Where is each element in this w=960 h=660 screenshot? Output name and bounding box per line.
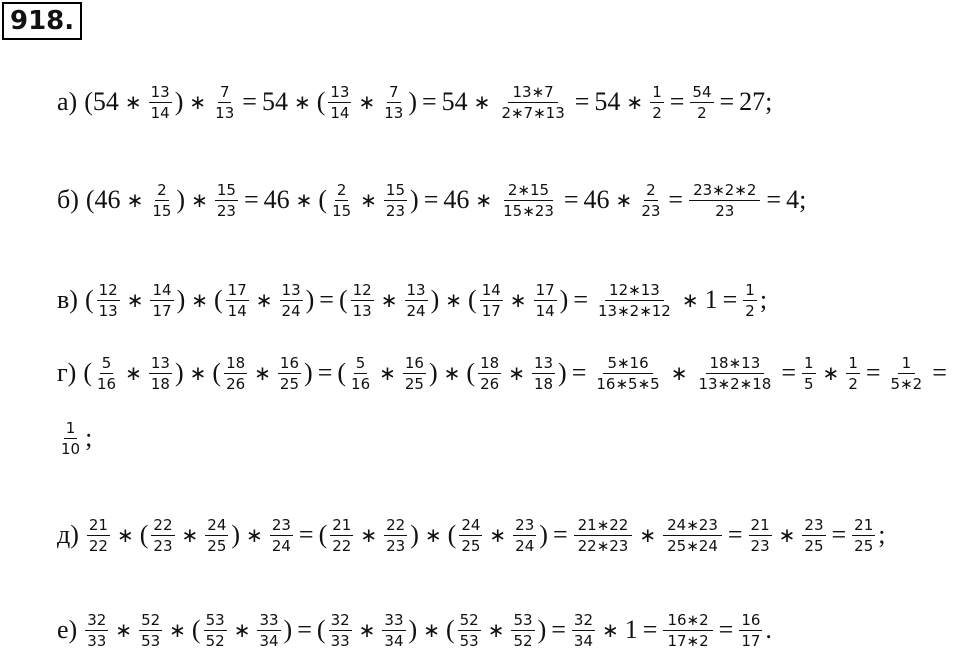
term: 46: [263, 185, 290, 214]
fraction: $\frac{16}{25}$: [279, 353, 300, 393]
term: ): [410, 185, 419, 214]
fraction: $\frac{33}{34}$: [384, 610, 404, 650]
mul-sign: ∗: [126, 288, 144, 312]
fraction: $\frac{14}{17}$: [152, 280, 172, 320]
mul-sign: ∗: [116, 523, 134, 547]
close-paren: ): [428, 358, 438, 387]
equals-sign: =: [668, 185, 684, 214]
mul-sign: ∗: [489, 523, 507, 547]
equals-sign: =: [669, 87, 685, 116]
fraction: $\frac{18}{26}$: [226, 353, 246, 393]
mul-sign: ∗: [124, 90, 142, 114]
term: ): [174, 87, 184, 116]
mul-sign: ∗: [778, 523, 796, 547]
equals-sign: =: [573, 285, 588, 314]
mul-sign: ∗: [509, 288, 527, 312]
open-paren: (: [212, 358, 222, 387]
mul-sign: ∗: [126, 188, 144, 212]
mul-sign: ∗: [189, 90, 207, 114]
mul-sign: ∗: [443, 361, 461, 385]
equals-sign: =: [865, 358, 881, 387]
close-paren: ): [176, 285, 186, 314]
close-paren: ): [304, 358, 313, 387]
mul-sign: ∗: [380, 288, 398, 312]
fraction: $\frac{32}{33}$: [87, 610, 107, 650]
mul-sign: ∗: [191, 188, 208, 212]
fraction: $\frac{5∗16}{16∗5∗5}$: [596, 353, 660, 393]
fraction: $\frac{21}{25}$: [854, 515, 874, 555]
line-label: б): [57, 185, 79, 214]
term: (: [318, 185, 328, 214]
mul-sign: ∗: [115, 618, 133, 642]
fraction: $\frac{17}{14}$: [535, 280, 555, 320]
fraction: $\frac{1}{10}$: [61, 418, 81, 458]
fraction: $\frac{5}{16}$: [351, 353, 371, 393]
equals-sign: =: [719, 87, 735, 116]
close-paren: ): [430, 285, 440, 314]
equals-sign: =: [718, 615, 734, 644]
mul-sign: ∗: [246, 523, 263, 547]
fraction: $\frac{12}{13}$: [98, 280, 118, 320]
fraction: $\frac{16}{25}$: [404, 353, 424, 393]
equals-sign: =: [727, 520, 743, 549]
fraction: $\frac{1}{5∗2}$: [890, 353, 923, 393]
mul-sign: ∗: [615, 188, 633, 212]
fraction: $\frac{52}{53}$: [141, 610, 161, 650]
term: 46: [583, 185, 610, 214]
equals-sign: =: [766, 185, 782, 214]
equals-sign: =: [642, 615, 658, 644]
open-paren: (: [445, 615, 455, 644]
fraction: $\frac{21}{22}$: [332, 515, 352, 555]
mul-sign: ∗: [445, 288, 463, 312]
equals-sign: =: [571, 358, 587, 387]
fraction: $\frac{14}{17}$: [481, 280, 501, 320]
mul-sign: ∗: [360, 188, 377, 212]
fraction: $\frac{13}{14}$: [150, 82, 170, 122]
fraction: $\frac{2}{15}$: [332, 180, 352, 220]
mul-sign: ∗: [125, 361, 142, 385]
fraction: $\frac{53}{52}$: [513, 610, 533, 650]
equals-sign: =: [319, 285, 334, 314]
equation-line-g: [57, 343, 951, 403]
close-paren: ): [559, 285, 569, 314]
term: 54: [261, 87, 288, 116]
close-paren: ): [283, 615, 293, 644]
open-paren: (: [468, 285, 477, 314]
fraction: $\frac{13}{18}$: [533, 353, 554, 393]
close-paren: ): [408, 615, 418, 644]
open-paren: (: [338, 285, 348, 314]
equation-line-v: [57, 270, 768, 330]
equals-sign: =: [243, 185, 259, 214]
fraction: $\frac{7}{13}$: [215, 82, 235, 122]
fraction: $\frac{23}{24}$: [515, 515, 535, 555]
fraction: $\frac{17}{14}$: [227, 280, 247, 320]
equals-sign: =: [551, 615, 566, 644]
equation-line-d: [57, 505, 887, 565]
mul-sign: ∗: [293, 90, 311, 114]
term: ): [176, 185, 186, 214]
fraction: $\frac{24}{25}$: [207, 515, 227, 555]
close-paren: ): [305, 285, 315, 314]
fraction: $\frac{32}{34}$: [573, 610, 594, 650]
mul-sign: ∗: [360, 523, 378, 547]
fraction: $\frac{1}{2}$: [652, 82, 662, 122]
mul-sign: ∗: [508, 361, 525, 385]
fraction: $\frac{18}{26}$: [480, 353, 500, 393]
mul-sign: ∗: [189, 361, 207, 385]
mul-sign: ∗: [424, 523, 442, 547]
fraction: $\frac{13∗7}{2∗7∗13}$: [501, 82, 565, 122]
mul-sign: ∗: [602, 618, 619, 642]
fraction: $\frac{24}{25}$: [461, 515, 481, 555]
line-label: д): [57, 520, 79, 549]
fraction: $\frac{23}{24}$: [271, 515, 291, 555]
mul-sign: ∗: [379, 361, 396, 385]
term: 1: [624, 615, 638, 644]
equals-sign: =: [831, 520, 847, 549]
open-paren: (: [214, 285, 223, 314]
fraction: $\frac{13}{14}$: [330, 82, 350, 122]
equals-sign: =: [422, 87, 437, 116]
fraction: $\frac{21∗22}{22∗23}$: [574, 515, 633, 556]
fraction: $\frac{21}{23}$: [750, 515, 770, 555]
fraction: $\frac{32}{33}$: [330, 610, 350, 650]
close-paren: ): [231, 520, 241, 549]
term: ): [408, 87, 417, 116]
fraction: $\frac{53}{52}$: [205, 610, 225, 650]
term: ;: [85, 423, 93, 452]
fraction: $\frac{15}{23}$: [216, 180, 236, 220]
mul-sign: ∗: [475, 188, 493, 212]
mul-sign: ∗: [822, 361, 840, 385]
fraction: $\frac{15}{23}$: [385, 180, 406, 220]
fraction: $\frac{12}{13}$: [352, 280, 372, 320]
equals-sign: =: [552, 520, 568, 549]
mul-sign: ∗: [358, 90, 376, 114]
fraction: $\frac{2}{15}$: [152, 180, 172, 220]
close-paren: ): [537, 615, 547, 644]
open-paren: (: [139, 520, 149, 549]
fraction: $\frac{24∗23}{25∗24}$: [663, 515, 722, 556]
equation-line-g-continuation: [57, 413, 93, 463]
mul-sign: ∗: [358, 618, 376, 642]
term: 4;: [786, 185, 807, 214]
line-label: г): [57, 358, 77, 387]
equation-line-b: [57, 170, 807, 230]
mul-sign: ∗: [295, 188, 313, 212]
open-paren: (: [466, 358, 476, 387]
close-paren: ): [539, 520, 548, 549]
fraction: $\frac{16}{17}$: [741, 610, 761, 650]
term: 54: [594, 87, 621, 116]
equals-sign: =: [298, 520, 314, 549]
term: (46: [85, 185, 121, 214]
fraction: $\frac{16∗2}{17∗2}$: [663, 610, 712, 651]
term: ;: [759, 285, 768, 314]
fraction: $\frac{1}{2}$: [848, 353, 858, 393]
mul-sign: ∗: [681, 288, 699, 312]
mul-sign: ∗: [670, 361, 688, 385]
mul-sign: ∗: [626, 90, 644, 114]
fraction: $\frac{22}{23}$: [153, 515, 173, 555]
term: (54: [84, 87, 119, 116]
term: 1: [704, 285, 718, 314]
fraction: $\frac{13}{24}$: [281, 280, 301, 320]
fraction: $\frac{2}{23}$: [641, 180, 661, 220]
fraction: $\frac{12∗13}{13∗2∗12}$: [598, 280, 671, 320]
term: (: [316, 87, 326, 116]
term: 46: [443, 185, 470, 214]
mul-sign: ∗: [473, 90, 491, 114]
mul-sign: ∗: [639, 523, 657, 547]
equals-sign: =: [317, 358, 333, 387]
equation-line-e: [57, 600, 773, 660]
line-label: е): [57, 615, 78, 644]
close-paren: ): [558, 358, 567, 387]
close-paren: ): [410, 520, 419, 549]
term: 54: [441, 87, 468, 116]
equals-sign: =: [563, 185, 579, 214]
fraction: $\frac{23∗2∗2}{23}$: [689, 180, 760, 221]
mul-sign: ∗: [255, 288, 273, 312]
equals-sign: =: [722, 285, 738, 314]
fraction: $\frac{1}{2}$: [745, 280, 755, 320]
line-label: в): [57, 285, 78, 314]
fraction: $\frac{13}{18}$: [150, 353, 170, 393]
close-paren: ): [174, 358, 184, 387]
mul-sign: ∗: [191, 288, 208, 312]
fraction: $\frac{7}{13}$: [384, 82, 404, 122]
term: 27;: [739, 87, 773, 116]
fraction: $\frac{5}{16}$: [97, 353, 117, 393]
open-paren: (: [337, 358, 347, 387]
mul-sign: ∗: [487, 618, 505, 642]
term: .: [765, 615, 772, 644]
equals-sign: =: [242, 87, 257, 116]
line-label: а): [57, 87, 78, 116]
equals-sign: =: [297, 615, 312, 644]
mul-sign: ∗: [254, 361, 271, 385]
fraction: $\frac{33}{34}$: [259, 610, 279, 650]
fraction: $\frac{13}{24}$: [406, 280, 426, 320]
term: ;: [878, 520, 886, 549]
mul-sign: ∗: [423, 618, 440, 642]
fraction: $\frac{23}{25}$: [804, 515, 824, 555]
open-paren: (: [316, 615, 326, 644]
fraction: $\frac{18∗13}{13∗2∗18}$: [698, 353, 772, 393]
equals-sign: =: [574, 87, 590, 116]
open-paren: (: [84, 285, 94, 314]
fraction: $\frac{1}{5}$: [804, 353, 814, 393]
equation-line-a: [57, 72, 773, 132]
open-paren: (: [83, 358, 92, 387]
problem-number: 918.: [2, 2, 82, 40]
equals-sign: =: [781, 358, 796, 387]
mul-sign: ∗: [233, 618, 251, 642]
equals-sign: =: [423, 185, 439, 214]
fraction: $\frac{21}{22}$: [88, 515, 108, 555]
fraction: $\frac{54}{2}$: [692, 82, 712, 122]
fraction: $\frac{22}{23}$: [386, 515, 406, 555]
open-paren: (: [447, 520, 457, 549]
mul-sign: ∗: [181, 523, 199, 547]
fraction: $\frac{52}{53}$: [459, 610, 479, 650]
open-paren: (: [191, 615, 201, 644]
open-paren: (: [318, 520, 328, 549]
fraction: $\frac{2∗15}{15∗23}$: [503, 180, 554, 220]
mul-sign: ∗: [169, 618, 186, 642]
equals-sign: =: [932, 358, 947, 387]
